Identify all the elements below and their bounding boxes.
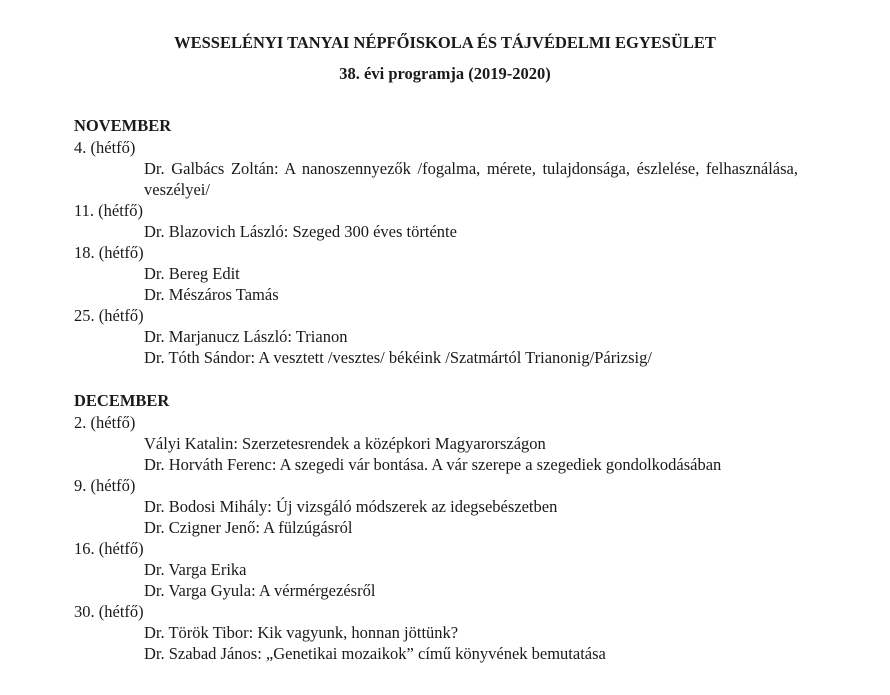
lecture-entry: Vályi Katalin: Szerzetesrendek a középkori Magyarországon xyxy=(144,434,546,453)
lecture-entry: Dr. Galbács Zoltán: A nanoszennyezők /fogalma, mérete, tulajdonsága, észlelése, felhasználása, veszélyei/ xyxy=(144,159,798,199)
lecture-entry: Dr. Mészáros Tamás xyxy=(144,285,279,304)
month-heading: DECEMBER xyxy=(74,391,170,410)
lecture-entry: Dr. Horváth Ferenc: A szegedi vár bontása. A vár szerepe a szegediek gondolkodásában xyxy=(144,455,722,474)
document-title: WESSELÉNYI TANYAI NÉPFŐISKOLA ÉS TÁJVÉDELMI EGYESÜLET xyxy=(174,33,716,52)
month-section-december xyxy=(74,390,814,664)
month-section-november xyxy=(74,115,814,368)
event-date: 30. (hétfő) xyxy=(74,602,144,621)
event-date: 11. (hétfő) xyxy=(74,201,144,220)
lecture-entry: Dr. Blazovich László: Szeged 300 éves történte xyxy=(144,222,457,241)
event-date: 4. (hétfő) xyxy=(74,138,136,157)
lecture-entry: Dr. Szabad János: „Genetikai mozaikok” című könyvének bemutatása xyxy=(144,644,606,663)
event-date: 2. (hétfő) xyxy=(74,413,136,432)
lecture-entry: Dr. Marjanucz László: Trianon xyxy=(144,327,348,346)
event-date: 25. (hétfő) xyxy=(74,306,144,325)
event-date: 18. (hétfő) xyxy=(74,243,144,262)
month-heading: NOVEMBER xyxy=(74,116,172,135)
event-date: 16. (hétfő) xyxy=(74,539,144,558)
lecture-entry: Dr. Bereg Edit xyxy=(144,264,240,283)
lecture-entry: Dr. Czigner Jenő: A fülzúgásról xyxy=(144,518,353,537)
lecture-entry: Dr. Varga Erika xyxy=(144,560,247,579)
event-date: 9. (hétfő) xyxy=(74,476,136,495)
document-subtitle: 38. évi programja (2019-2020) xyxy=(339,64,551,83)
lecture-entry: Dr. Tóth Sándor: A vesztett /vesztes/ békéink /Szatmártól Trianonig/Párizsig/ xyxy=(144,348,652,367)
lecture-entry: Dr. Török Tibor: Kik vagyunk, honnan jöttünk? xyxy=(144,623,459,642)
lecture-entry: Dr. Varga Gyula: A vérmérgezésről xyxy=(144,581,376,600)
lecture-entry: Dr. Bodosi Mihály: Új vizsgáló módszerek az idegsebészetben xyxy=(144,497,558,516)
